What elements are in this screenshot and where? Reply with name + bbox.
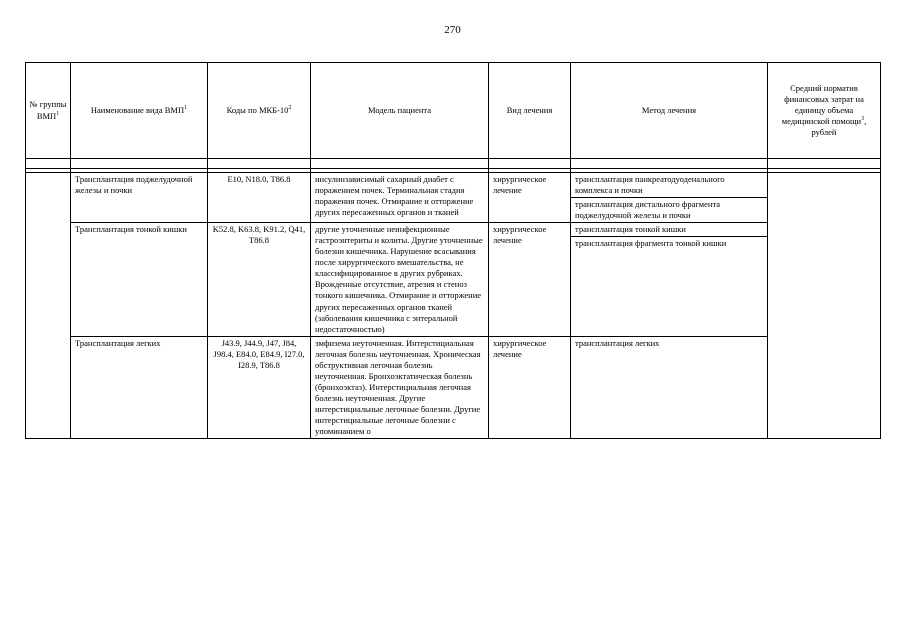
header-name: Наименование вида ВМП$^1$: [71, 63, 208, 159]
model-cell: эмфизема неуточненная. Интерстициальная легочная болезнь неуточненная. Хроническая обструктивная легочная болезнь неуточненная. Бронхоэктатическая болезнь (бронхоэктаз). Интерстициальная легочная болезнь неуточненная. Другие интерстициальные легочные болезни. Другие интерстициальные легочные болезни с упоминанием о: [311, 336, 489, 438]
header-cost: Средний норматив финансовых затрат на единицу объема медицинской помощи$^3$, рублей: [768, 63, 881, 159]
codes-cell: J43.9, J44.9, J47, J84, J98.4, E84.0, E84.9, I27.0, I28.9, T86.8: [208, 336, 311, 438]
table-row: [26, 173, 881, 223]
cost-cell: [768, 173, 881, 439]
group-cell: [26, 173, 71, 439]
treatment-cell: хирургическое лечение: [489, 336, 571, 438]
name-cell: Трансплантация поджелудочной железы и почки: [71, 173, 208, 223]
header-model: Модель пациента: [311, 63, 489, 159]
method-cell: [571, 223, 768, 336]
name-cell: Трансплантация тонкой кишки: [71, 223, 208, 336]
model-cell: инсулинзависимый сахарный диабет с поражением почек. Терминальная стадия поражения почек. Отмирание и отторжение других пересаженных органов и тканей: [311, 173, 489, 223]
codes-cell: K52.8, K63.8, K91.2, Q41, T86.8: [208, 223, 311, 336]
method-cell: [571, 173, 768, 223]
header-codes: Коды по МКБ-$10^2$: [208, 63, 311, 159]
method-item: трансплантация легких: [575, 337, 660, 348]
header-row: [26, 63, 881, 159]
method-item: трансплантация дистального фрагмента поджелудочной железы и почки: [575, 199, 721, 221]
method-cell: [571, 336, 768, 438]
method-item: трансплантация фрагмента тонкой кишки: [575, 238, 727, 249]
treatment-cell: хирургическое лечение: [489, 173, 571, 223]
table-row: [26, 336, 881, 438]
vmp-table: [25, 62, 881, 439]
treatment-cell: хирургическое лечение: [489, 223, 571, 336]
name-cell: Трансплантация легких: [71, 336, 208, 438]
page-number: 270: [444, 24, 461, 36]
codes-cell: E10, N18.0, T86.8: [208, 173, 311, 223]
method-item: трансплантация панкреатодуоденального комплекса и почки: [571, 173, 767, 198]
model-cell: другие уточненные неинфекционные гастроэнтериты и колиты. Другие уточненные болезни кишечника. Нарушение всасывания после хирургического вмешательства, не классифицированное в других рубриках. Врожденные отсутствие, атрезия и стеноз тонкого кишечника. Отмирание и отторжение других пересаженных органов тканей (заболевания кишечника с энтеральной недостаточностью): [311, 223, 489, 336]
column-number-row: [26, 159, 881, 169]
header-method: Метод лечения: [571, 63, 768, 159]
header-treatment-type: Вид лечения: [489, 63, 571, 159]
method-item: трансплантация тонкой кишки: [571, 223, 767, 237]
table-row: [26, 223, 881, 336]
header-group: № группы ВМП$^1$: [26, 63, 71, 159]
